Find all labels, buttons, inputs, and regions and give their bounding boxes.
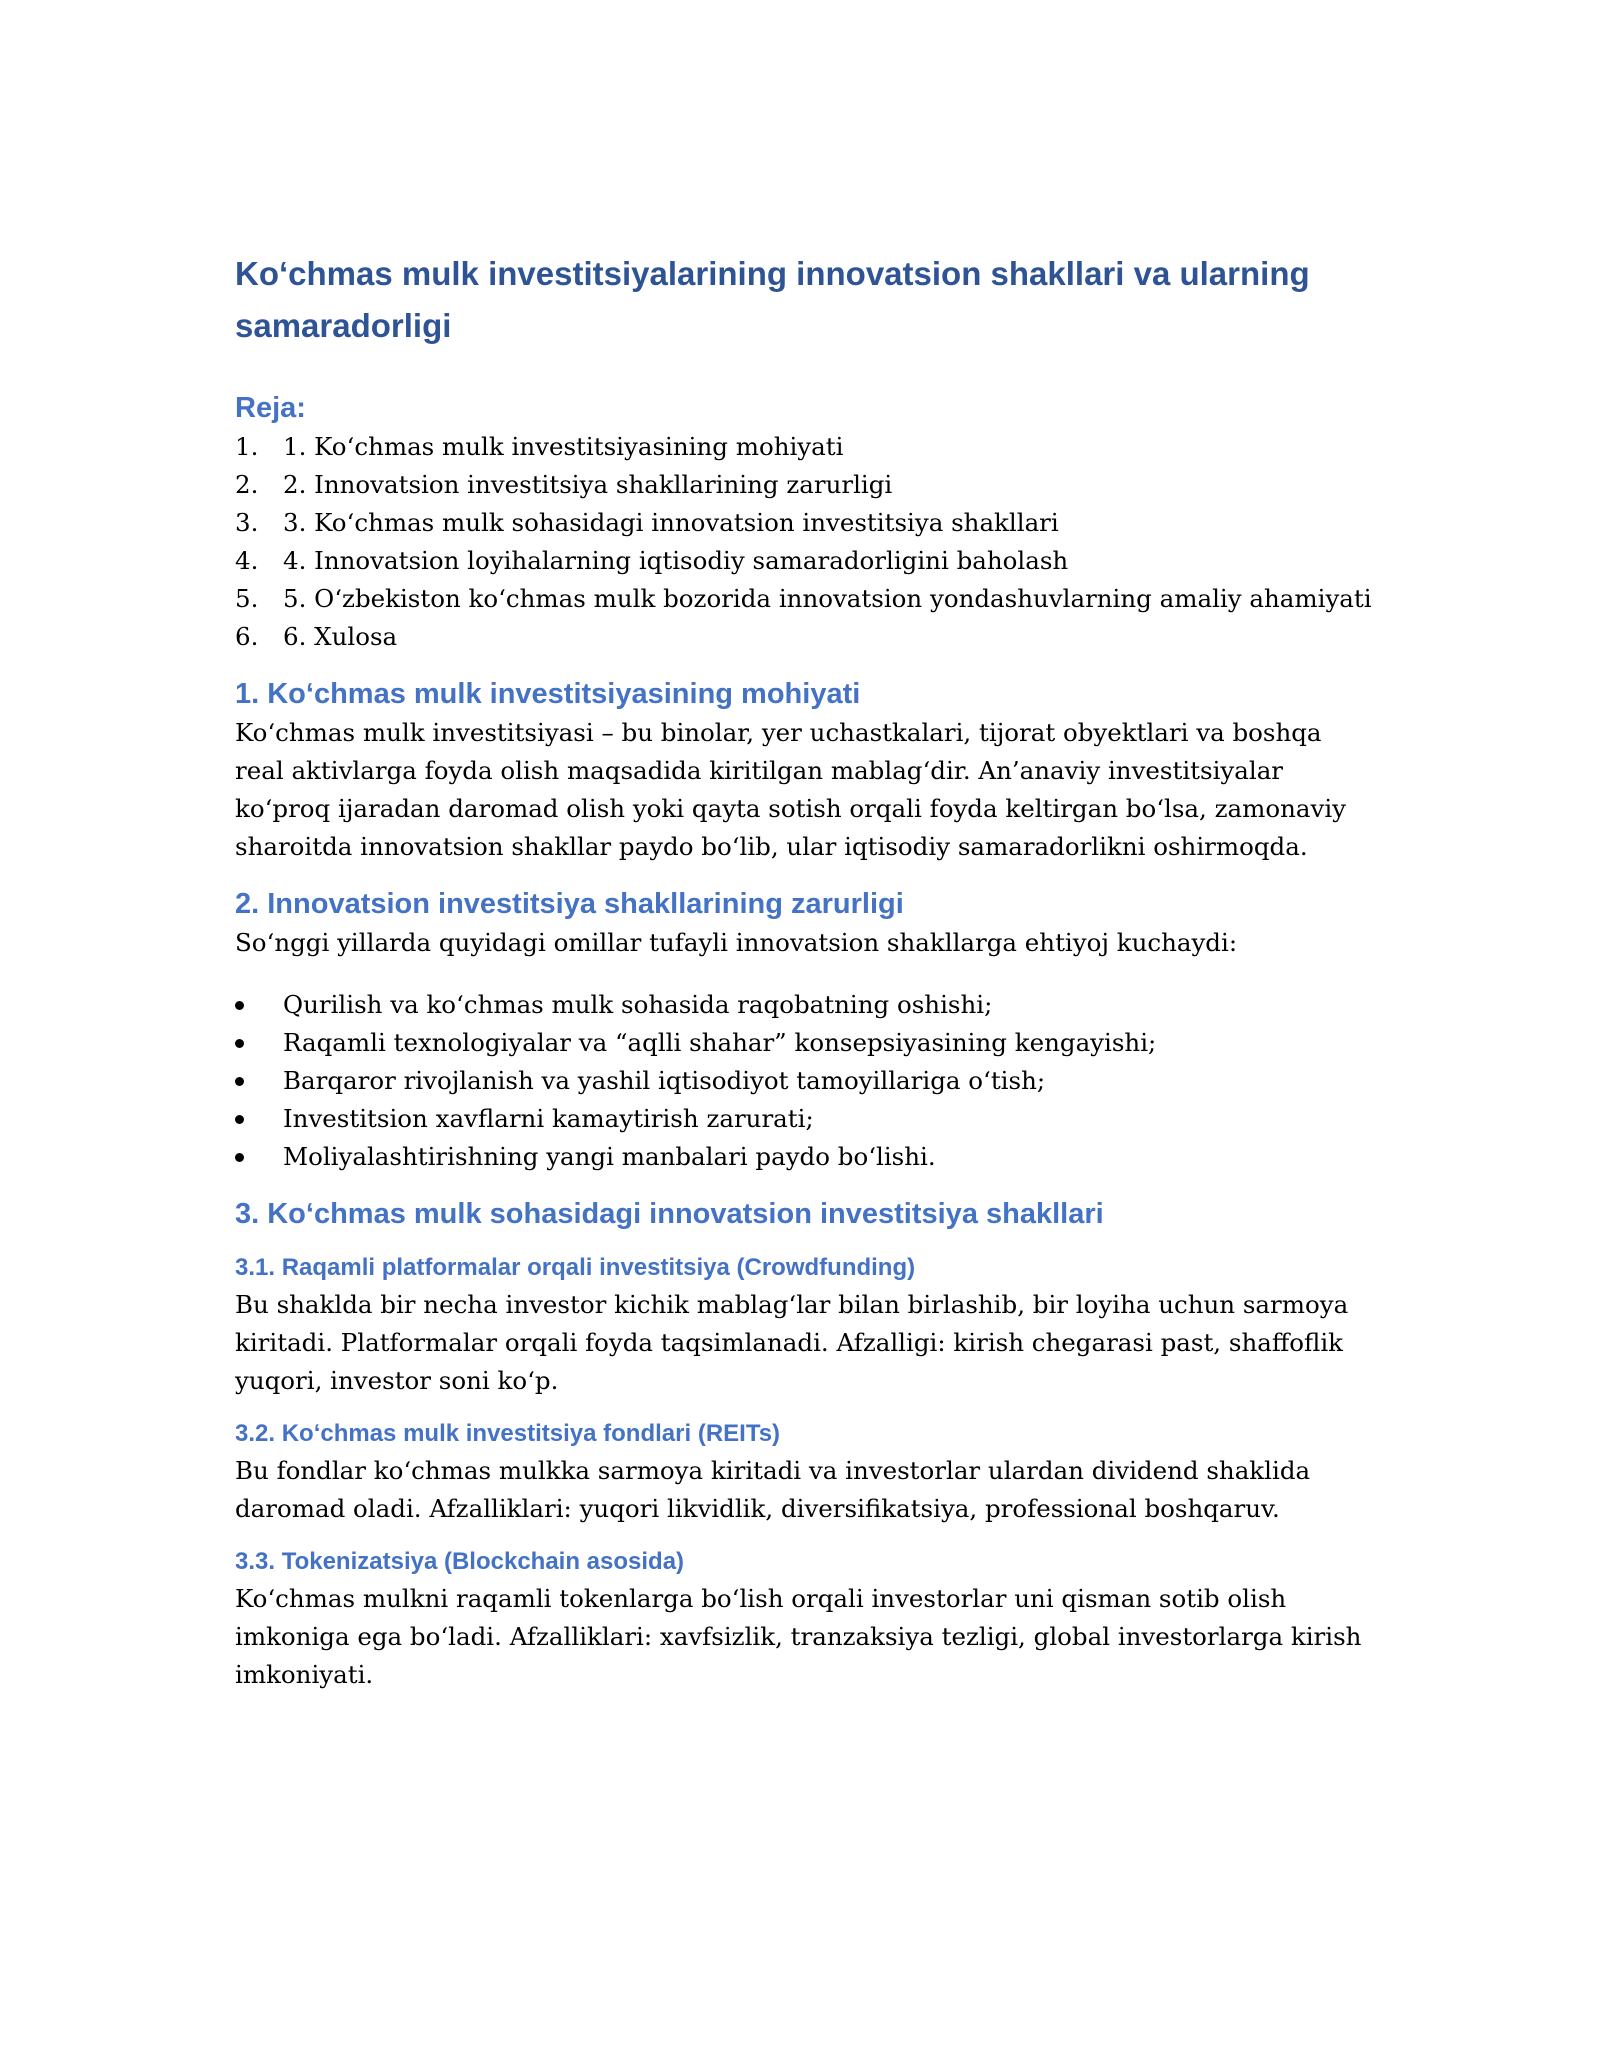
bullet-dot-icon xyxy=(235,1039,244,1048)
subsection-paragraph: Bu fondlar koʻchmas mulkka sarmoya kiritadi va investorlar ulardan dividend shaklida daromad oladi. Afzalliklari: yuqori likvidlik, diversifikatsiya, professional boshqaruv. xyxy=(235,1456,1311,1523)
bullet-item xyxy=(235,1138,1375,1176)
plan-item xyxy=(235,618,1375,656)
subsection-heading: 3.2. Koʻchmas mulk investitsiya fondlari (REITs) xyxy=(235,1420,781,1447)
plan-item-number: 4. xyxy=(235,546,259,575)
bullet-item xyxy=(235,986,1375,1024)
section3-heading: 3. Koʻchmas mulk sohasidagi innovatsion investitsiya shakllari xyxy=(235,1198,1104,1230)
plan-item-text: 1. Koʻchmas mulk investitsiyasining mohiyati xyxy=(283,432,844,461)
plan-item xyxy=(235,580,1375,618)
bullet-text: Barqaror rivojlanish va yashil iqtisodiyot tamoyillariga oʻtish; xyxy=(283,1066,1046,1095)
plan-item xyxy=(235,466,1375,504)
subsection-heading: 3.1. Raqamli platformalar orqali investitsiya (Crowdfunding) xyxy=(235,1254,916,1281)
plan-item xyxy=(235,428,1375,466)
plan-heading: Reja: xyxy=(235,392,306,424)
bullet-dot-icon xyxy=(235,1115,244,1124)
section2-intro: Soʻnggi yillarda quyidagi omillar tufayli innovatsion shakllarga ehtiyoj kuchaydi: xyxy=(235,928,1238,957)
bullet-list xyxy=(235,986,1375,1176)
plan-item-text: 3. Koʻchmas mulk sohasidagi innovatsion investitsiya shakllari xyxy=(283,508,1059,537)
subsection-paragraph: Bu shaklda bir necha investor kichik mablagʻlar bilan birlashib, bir loyiha uchun sarmoya kiritadi. Platformalar orqali foyda taqsimlanadi. Afzalligi: kirish chegarasi past, shaffoflik yuqori, investor soni koʻp. xyxy=(235,1290,1349,1395)
section1-paragraph: Koʻchmas mulk investitsiyasi – bu binolar, yer uchastkalari, tijorat obyektlari va boshqa real aktivlarga foyda olish maqsadida kiritilgan mablagʻdir. An’anaviy investitsiyalar koʻproq ijaradan daromad olish yoki qayta sotish orqali foyda keltirgan boʻlsa, zamonaviy sharoitda innovatsion shakllar paydo boʻlib, ular iqtisodiy samaradorlikni oshirmoqda. xyxy=(235,718,1347,861)
bullet-text: Raqamli texnologiyalar va “aqlli shahar” konsepsiyasining kengayishi; xyxy=(283,1028,1157,1057)
bullet-text: Qurilish va koʻchmas mulk sohasida raqobatning oshishi; xyxy=(283,990,993,1019)
plan-list xyxy=(235,428,1375,656)
plan-item xyxy=(235,542,1375,580)
plan-item-number: 5. xyxy=(235,584,259,613)
plan-item-number: 6. xyxy=(235,622,259,651)
plan-item-number: 1. xyxy=(235,432,259,461)
section1-heading: 1. Koʻchmas mulk investitsiyasining mohiyati xyxy=(235,678,861,710)
bullet-dot-icon xyxy=(235,1001,244,1010)
bullet-dot-icon xyxy=(235,1153,244,1162)
plan-item xyxy=(235,504,1375,542)
plan-item-number: 2. xyxy=(235,470,259,499)
subsection-heading: 3.3. Tokenizatsiya (Blockchain asosida) xyxy=(235,1548,685,1575)
bullet-item xyxy=(235,1024,1375,1062)
plan-item-text: 5. Oʻzbekiston koʻchmas mulk bozorida innovatsion yondashuvlarning amaliy ahamiyati xyxy=(283,584,1372,613)
subsection-paragraph: Koʻchmas mulkni raqamli tokenlarga boʻlish orqali investorlar uni qisman sotib olish imkoniga ega boʻladi. Afzalliklari: xavfsizlik, tranzaksiya tezligi, global investorlarga kirish imkoniyati. xyxy=(235,1584,1362,1689)
bullet-text: Moliyalashtirishning yangi manbalari paydo boʻlishi. xyxy=(283,1142,936,1171)
bullet-dot-icon xyxy=(235,1077,244,1086)
plan-item-text: 2. Innovatsion investitsiya shakllarining zarurligi xyxy=(283,470,893,499)
bullet-item xyxy=(235,1062,1375,1100)
section2-heading: 2. Innovatsion investitsiya shakllarining zarurligi xyxy=(235,888,904,920)
plan-item-number: 3. xyxy=(235,508,259,537)
plan-item-text: 6. Xulosa xyxy=(283,622,398,651)
document-title: Koʻchmas mulk investitsiyalarining innovatsion shakllari va ularning samaradorligi xyxy=(235,255,1310,344)
bullet-text: Investitsion xavflarni kamaytirish zarurati; xyxy=(283,1104,814,1133)
bullet-item xyxy=(235,1100,1375,1138)
plan-item-text: 4. Innovatsion loyihalarning iqtisodiy samaradorligini baholash xyxy=(283,546,1069,575)
document-content xyxy=(235,248,1375,1694)
